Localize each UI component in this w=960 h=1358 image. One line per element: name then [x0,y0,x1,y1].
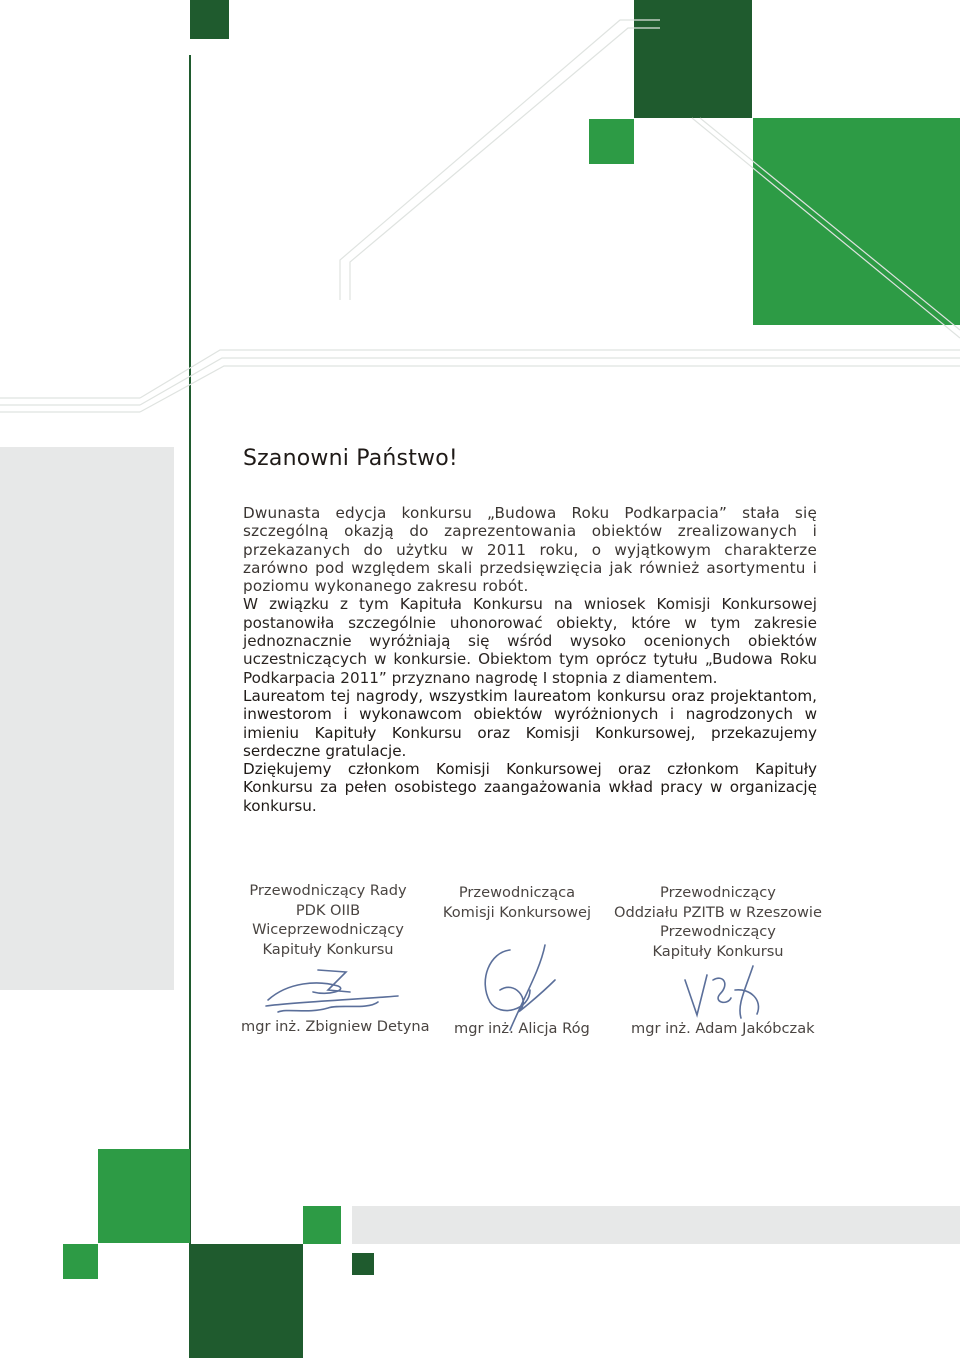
decor-square-bottom-mid [303,1206,341,1244]
signature-1 [258,962,408,1022]
signatory-1-title: Przewodniczący Rady PDK OIIB Wiceprzewodniczący Kapituły Konkursu [249,882,407,958]
signatory-2-name: mgr inż. Alicja Róg [454,1020,590,1037]
signatory-3-name: mgr inż. Adam Jakóbczak [631,1020,815,1037]
decor-square-bottom-dark [191,1244,303,1358]
decor-square-bottom-large [98,1149,190,1243]
signatory-3-title: Przewodniczący Oddziału PZITB w Rzeszowie Przewodniczący Kapituły Konkursu [614,884,822,960]
decor-bottom-grey-bar [352,1206,960,1244]
letter-paragraph: W związku z tym Kapituła Konkursu na wniosek Komisji Konkursowej postanowiła szczególnie uhonorować obiekty, które w tym zakresie jednoznacznie wyróżniają się wśród wysoko ocenionych obiektów uczestniczących w konkursie. Obiektom tym oprócz tytułu „Budowa Roku Podkarpacia 2011” przyznano nagrodę I stopnia z diamentem. [243,595,817,687]
letter-paragraph: Dziękujemy członkom Komisji Konkursowej oraz członkom Kapituły Konkursu za pełen osobistego zaangażowania wkład pracy w organizację konkursu. [243,760,817,815]
decor-left-grey-panel [0,447,174,990]
decor-square-bottom-tiny [352,1253,374,1275]
decor-square-bottom-left [63,1244,98,1279]
letter-greeting: Szanowni Państwo! [243,446,458,471]
letter-body [243,504,817,815]
letter-paragraph: Laureatom tej nagrody, wszystkim laureatom konkursu oraz projektantom, inwestorom i wykonawcom obiektów wyróżnionych i nagrodzonych w imieniu Kapituły Konkursu oraz Komisji Konkursowej, przekazujemy serdeczne gratulacje. [243,686,817,760]
letter-paragraph: Dwunasta edycja konkursu „Budowa Roku Podkarpacia” stała się szczególną okazją do zaprezentowania obiektów zrealizowanych i przekazanych do użytku w 2011 roku, o wyjątkowym charakterze zarówno pod względem skali przedsięwzięcia jak również asortymentu i poziomu wykonanego zakresu robót. [243,504,817,596]
decor-circuit-lines [0,0,960,440]
signatory-1-name: mgr inż. Zbigniew Detyna [241,1018,430,1035]
signatory-2-title: Przewodnicząca Komisji Konkursowej [442,884,592,921]
